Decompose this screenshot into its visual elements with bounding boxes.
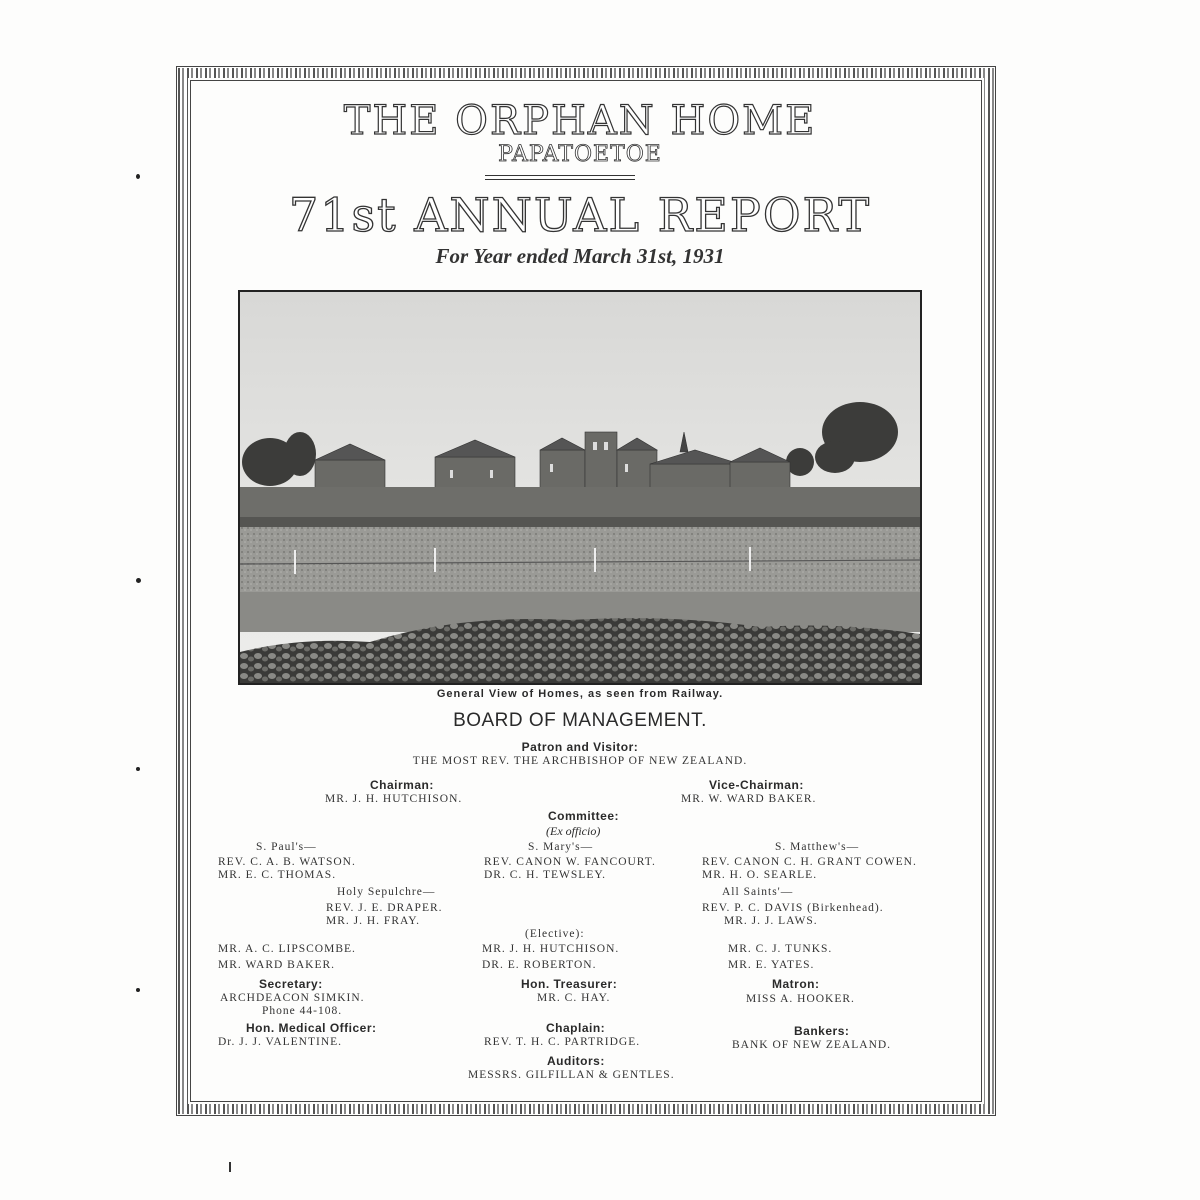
patron-name: THE MOST REV. THE ARCHBISHOP OF NEW ZEALAND. xyxy=(412,755,748,767)
elective-member: MR. J. H. HUTCHISON. xyxy=(482,943,620,955)
elective-member: MR. E. YATES. xyxy=(728,959,815,971)
secretary-name: ARCHDEACON SIMKIN. xyxy=(220,992,365,1004)
patron-label: Patron and Visitor: xyxy=(521,740,639,754)
photo-drawing xyxy=(240,292,920,683)
secretary-label: Secretary: xyxy=(259,977,323,991)
chairman-name: MR. J. H. HUTCHISON. xyxy=(325,793,463,805)
medical-officer-name: Dr. J. J. VALENTINE. xyxy=(218,1036,343,1048)
secretary-phone: Phone 44-108. xyxy=(262,1005,343,1017)
ex-officio-note: (Ex officio) xyxy=(546,824,601,838)
st-marys-member: DR. C. H. TEWSLEY. xyxy=(484,869,607,881)
homes-photograph xyxy=(238,290,922,685)
bankers-name: BANK OF NEW ZEALAND. xyxy=(732,1039,892,1051)
st-matthews-member: MR. H. O. SEARLE. xyxy=(702,869,818,881)
treasurer-label: Hon. Treasurer: xyxy=(521,977,618,991)
st-marys-member: REV. CANON W. FANCOURT. xyxy=(484,856,656,868)
elective-member: MR. WARD BAKER. xyxy=(218,959,336,971)
vice-chairman-name: MR. W. WARD BAKER. xyxy=(681,793,817,805)
st-pauls-member: MR. E. C. THOMAS. xyxy=(218,869,337,881)
treasurer-name: MR. C. HAY. xyxy=(537,992,611,1004)
photo-caption: General View of Homes, as seen from Railway. xyxy=(436,688,724,700)
st-matthews-label: S. Matthew's— xyxy=(775,841,860,853)
year-line: For Year ended March 31st, 1931 xyxy=(435,244,725,268)
st-pauls-member: REV. C. A. B. WATSON. xyxy=(218,856,356,868)
scan-speck xyxy=(136,578,141,583)
scan-speck xyxy=(136,988,140,992)
title-rule xyxy=(485,179,635,180)
medical-officer-label: Hon. Medical Officer: xyxy=(246,1021,377,1035)
page-subtitle: PAPATOETOE xyxy=(498,142,662,167)
st-pauls-label: S. Paul's— xyxy=(256,841,317,853)
matron-name: MISS A. HOOKER. xyxy=(746,993,855,1005)
scan-speck xyxy=(136,174,140,179)
st-marys-label: S. Mary's— xyxy=(528,841,594,853)
matron-label: Matron: xyxy=(772,977,820,991)
scan-speck xyxy=(136,767,140,771)
holy-sepulchre-label: Holy Sepulchre— xyxy=(337,886,436,898)
chaplain-name: REV. T. H. C. PARTRIDGE. xyxy=(484,1036,641,1048)
title-rule xyxy=(485,175,635,176)
auditors-label: Auditors: xyxy=(547,1054,605,1068)
holy-sepulchre-member: REV. J. E. DRAPER. xyxy=(326,902,443,914)
elective-member: MR. A. C. LIPSCOMBE. xyxy=(218,943,356,955)
bankers-label: Bankers: xyxy=(794,1024,850,1038)
holy-sepulchre-member: MR. J. H. FRAY. xyxy=(326,915,420,927)
auditors-name: MESSRS. GILFILLAN & GENTLES. xyxy=(468,1069,675,1081)
chairman-label: Chairman: xyxy=(370,778,434,792)
all-saints-member: MR. J. J. LAWS. xyxy=(724,915,818,927)
elective-member: MR. C. J. TUNKS. xyxy=(728,943,833,955)
chaplain-label: Chaplain: xyxy=(546,1021,606,1035)
elective-member: DR. E. ROBERTON. xyxy=(482,959,597,971)
committee-label: Committee: xyxy=(548,809,620,823)
page-title: THE ORPHAN HOME xyxy=(343,98,817,144)
all-saints-label: All Saints'— xyxy=(722,886,794,898)
st-matthews-member: REV. CANON C. H. GRANT COWEN. xyxy=(702,856,917,868)
vice-chairman-label: Vice-Chairman: xyxy=(709,778,804,792)
elective-label: (Elective): xyxy=(525,928,585,940)
scan-mark xyxy=(229,1162,231,1172)
board-heading: BOARD OF MANAGEMENT. xyxy=(453,710,707,731)
report-title: 71st ANNUAL REPORT xyxy=(288,188,872,242)
all-saints-member: REV. P. C. DAVIS (Birkenhead). xyxy=(702,902,884,914)
